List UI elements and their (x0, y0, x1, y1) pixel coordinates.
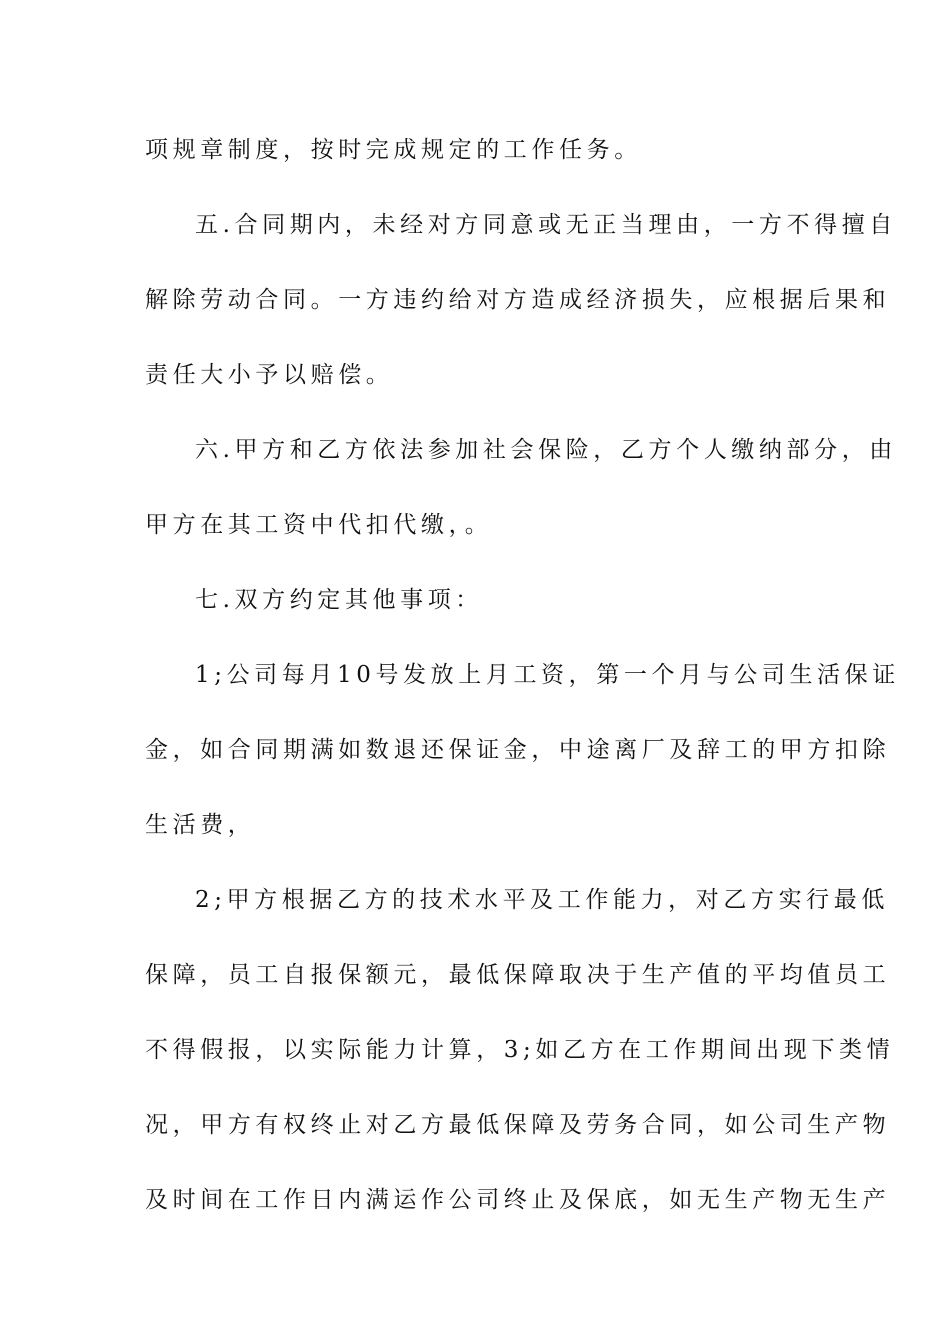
text-line: 况，甲方有权终止对乙方最低保障及劳务合同，如公司生产物 (145, 1112, 891, 1138)
item-two-line: 2;甲方根据乙方的技术水平及工作能力，对乙方实行最低 (195, 887, 889, 913)
text-line: 项规章制度，按时完成规定的工作任务。 (145, 137, 642, 163)
text-line: 保障，员工自报保额元，最低保障取决于生产值的平均值员工 (145, 962, 891, 988)
clause-six-line: 六.甲方和乙方依法参加社会保险，乙方个人缴纳部分，由 (195, 437, 897, 463)
text-line: 及时间在工作日内满运作公司终止及保底，如无生产物无生产 (145, 1187, 891, 1213)
text-line: 金，如合同期满如数退还保证金，中途离厂及辞工的甲方扣除 (145, 737, 891, 763)
item-one-line: 1;公司每月10号发放上月工资，第一个月与公司生活保证 (195, 662, 900, 688)
clause-five-line: 五.合同期内，未经对方同意或无正当理由，一方不得擅自 (195, 212, 897, 238)
text-line: 解除劳动合同。一方违约给对方造成经济损失，应根据后果和 (145, 287, 891, 313)
text-line: 责任大小予以赔偿。 (145, 362, 394, 388)
text-line: 甲方在其工资中代扣代缴，。 (145, 512, 493, 538)
clause-seven-line: 七.双方约定其他事项： (195, 587, 483, 613)
text-line: 生活费， (145, 812, 256, 838)
text-line: 不得假报，以实际能力计算，3;如乙方在工作期间出现下类情 (145, 1037, 895, 1063)
